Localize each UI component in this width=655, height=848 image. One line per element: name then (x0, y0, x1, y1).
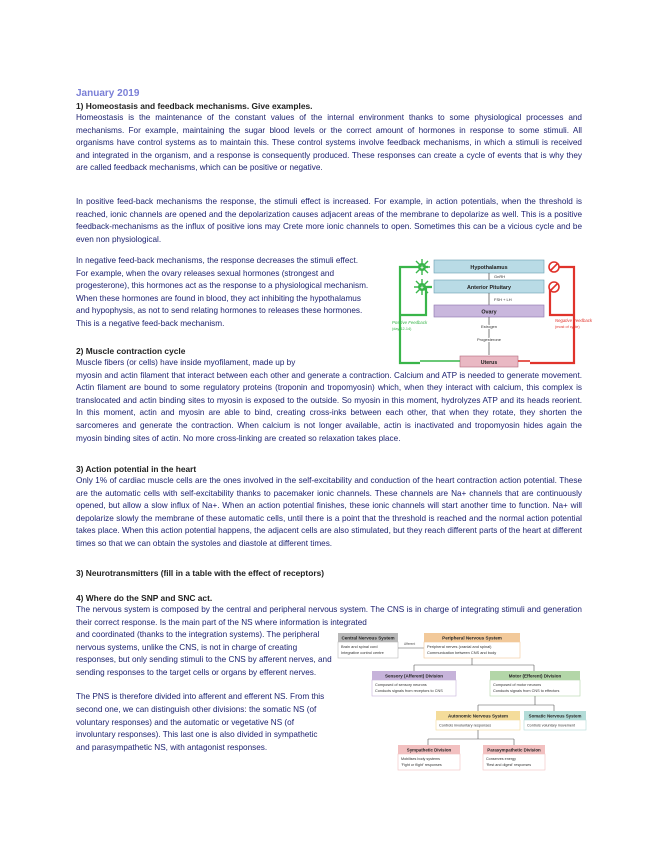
sensory-item: Conducts signals from receptors to CNS (375, 689, 443, 693)
q4-paragraph-2: The PNS is therefore divided into afferent and efferent NS. From this second one, we can distinguish other divisions: the somatic NS (of voluntary responses) and the automatic or vegetative NS (of involuntary responses). This last one is also divided in sympathetic and parasympathetic NS, with antagonist responses. (76, 692, 325, 752)
q4-paragraph-1b: and coordinated (thanks to the integration systems). The peripheral nervous systems, unlike the CNS, is not in charge of creating responses, but only sending stimuli to the CNS by afferent nerves, and sending responses to the target cells or organs by efferent nerves. (76, 630, 332, 677)
sns-title: Somatic Nervous System (528, 713, 582, 719)
ans-item: Controls involuntary responses (439, 723, 492, 728)
plus-star-icon (414, 259, 430, 275)
negative-feedback-label: Negative Feedback (555, 318, 593, 323)
q4-paragraph-1a: The nervous system is composed by the central and peripheral nervous system. The CNS is in charge of integrating stimuli and generation their correct response. Is the main part of the NS where information is integrated (76, 605, 582, 627)
plus-star-icon (414, 279, 430, 295)
uterus-label: Uterus (480, 360, 498, 366)
cns-title: Central Nervous System (341, 635, 395, 641)
pns-title: Peripheral Nervous System (442, 635, 502, 641)
progesterone-label: Progesterone (476, 337, 502, 342)
positive-feedback-label: Positive Feedback (392, 320, 428, 325)
q2-paragraph-1b: myosin and actin filament that interact between each other and generate a contraction. Calcium and ATP is needed to generate movement. Actin filament are bound to some regulatory proteins (troponin and tropomyosin) which, when they interact with calcium, this complex is translocated and actin binding sites to myosin is exposed to the outside. So myosin in this moment, hydrolyzes ATP and its heads reorient. In this moment, actin and myosin are able to bind, creating cross-inks between each other, that when they rotate, they shorten the sarcomeres and generate the contraction. When calcium is not longer available, actin is inactivated and tropomyosin hides again the myosin binding sites of actin. No more cross-linking are created so relaxation takes place. (76, 370, 582, 443)
parasympathetic-item: 'Rest and digest' responses (486, 763, 532, 767)
q1-paragraph-3: In negative feed-back mechanisms, the response decreases the stimuli effect. For example, when the ovary releases sexual hormones (strongest and progesterone), this hormones act as the response to a physiological mechanism. When these hormones are found in blood, they act inhibiting the hypothalamus and hypophysis, as not to send relating hormones to releases these hormones. This is a negative feed-back mechanism. (76, 256, 369, 328)
ovary-label: Ovary (481, 309, 497, 316)
sensory-title: Sensory (Afferent) Division (384, 673, 444, 679)
feedback-diagram (390, 255, 593, 373)
cns-item: Integrative control centre (341, 650, 384, 655)
sympathetic-title: Sympathetic Division (406, 747, 452, 753)
positive-feedback-note: (day 12-14) (392, 327, 412, 331)
inhibit-icon (549, 282, 559, 292)
sns-item: Controls voluntary movement (527, 723, 575, 728)
inhibit-icon (549, 262, 559, 272)
nervous-system-chart (338, 633, 586, 799)
afferent-arrow-label: Afferent (404, 642, 416, 646)
fsh-lh-label: FSH + LH (494, 297, 512, 302)
q1-paragraph-2: In positive feed-back mechanisms the response, the stimuli effect is increased. For example, in action potentials, when the threshold is reached, ionic channels are opened and the depolarization causes adjacent areas of the membrane to depolarize as well. This is a positive feedback-mechanisms as the influx of positive ions may Crete more ionic channels to open. Sometimes this can be a vicious cycle and be even non physiological. (76, 197, 582, 244)
motor-item: Composed of motor neurons (493, 683, 542, 687)
q3-paragraph-1: Only 1% of cardiac muscle cells are the ones involved in the self-excitability and conduction of the heart contraction action potential. These are the automatic cells with self-excitability thanks to pacemaker ionic channels. These channels are Na+ channels that are continuously opened, but allow a slow influx of Na+. When an action potential finishes, these ionic channels will start another time to function. Na+ will depolarize slowly the membrane of these automatic cells, until there is a point that the threshold is reached and the normal action potential takes place. When this action potential happens, the adjacent cells are also stimulated, but they reach different parts of the heart at different times so that we can obtain the systoles and diastole at different times. (76, 476, 582, 548)
sympathetic-item: 'Fight or flight' responses (401, 763, 442, 767)
positive-feedback-line-2 (400, 287, 432, 315)
q2-paragraph-1a: Muscle fibers (or cells) have inside myofilament, made up by (76, 358, 296, 367)
q3-title: 3) Action potential in the heart (76, 464, 197, 474)
anterior-pituitary-label: Anterior Pituitary (466, 285, 512, 291)
sensory-item: Composed of sensory neurons (375, 683, 427, 687)
motor-item: Conducts signals from CNS to effectors (493, 689, 560, 693)
svg-text:+: + (420, 265, 424, 272)
parasympathetic-title: Parasympathetic Division (487, 747, 541, 753)
estrogen-label: Estrogen (480, 324, 498, 329)
motor-title: Motor (Efferent) Division (508, 673, 562, 679)
q4-title: 4) Where do the SNP and SNC act. (76, 593, 213, 603)
svg-text:+: + (420, 285, 424, 292)
parasympathetic-item: Conserves energy (486, 757, 516, 761)
document-date: January 2019 (76, 88, 140, 99)
sympathetic-item: Mobilises body systems (401, 757, 440, 761)
hypothalamus-label: Hypothalamus (470, 265, 508, 271)
negative-feedback-note: (most of cycle) (555, 325, 580, 329)
ans-title: Autonomic Nervous System (447, 713, 509, 719)
pns-item: Communication between CNS and body (427, 650, 497, 655)
cns-item: Brain and spinal cord (341, 644, 378, 649)
gnrh-label: GnRH (494, 274, 506, 279)
pns-item: Peripheral nerves (cranial and spinal) (427, 644, 492, 649)
q1-title: 1) Homeostasis and feedback mechanisms. Give examples. (76, 101, 313, 111)
q3b-title: 3) Neurotransmitters (fill in a table with the effect of receptors) (76, 568, 325, 578)
q2-title: 2) Muscle contraction cycle (76, 346, 186, 356)
q1-paragraph-1: Homeostasis is the maintenance of the constant values of the internal environment thanks to some physiological processes and mechanisms. For example, maintaining the sugar blood levels or the correct amount of hormones in response to some stimuli. All organisms have control systems as to maintain this. These control systems involve feedback mechanisms, in which a stimuli is received and integrated in the organism, and a response is consequently produced. These responses can create a cycle of events that is why they are called feedback mechanisms, which can be positive or negative. (76, 113, 582, 173)
